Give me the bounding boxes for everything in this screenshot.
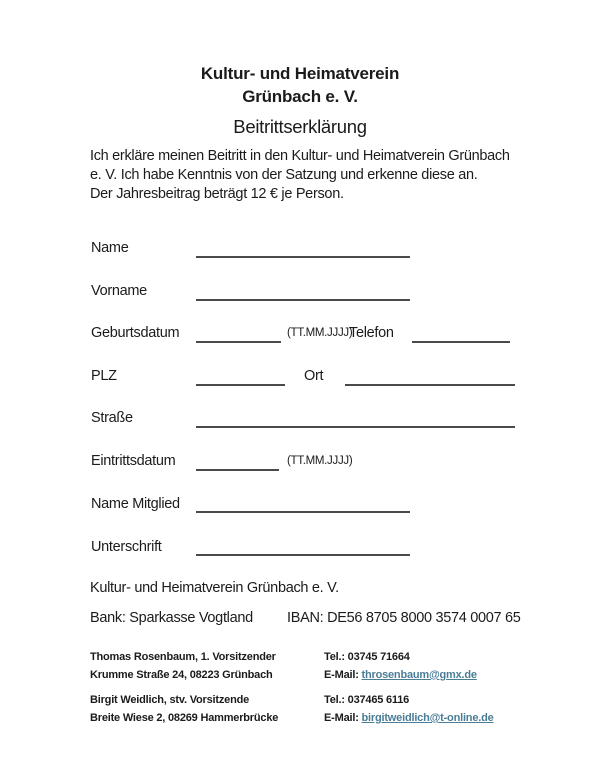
club-title-line1: Kultur- und Heimatverein [200,64,400,83]
name-write-line [196,256,410,258]
contact2-email-row [324,712,494,724]
name-mitglied-field-label: Name Mitglied [91,496,180,512]
telefon-field-label: Telefon [349,325,394,341]
geburtsdatum-date-format-hint: (TT.MM.JJJJ) [287,327,353,339]
strasse-field-label: Straße [91,410,133,426]
contact2-email-link[interactable]: birgitweidlich@t-online.de [361,712,494,724]
intro-line-2: e. V. Ich habe Kenntnis von der Satzung und erkenne diese an. [90,167,478,183]
geburtsdatum-write-line [196,341,281,343]
club-title-line2: Grünbach e. V. [242,87,358,106]
intro-line-3: Der Jahresbeitrag beträgt 12 € je Person. [90,186,344,202]
unterschrift-write-line [196,554,410,556]
vorname-write-line [196,299,410,301]
bank-label: Bank: Sparkasse Vogtland [90,610,253,626]
contact1-email-link[interactable]: throsenbaum@gmx.de [361,669,477,681]
eintrittsdatum-date-format-hint: (TT.MM.JJJJ) [287,455,353,467]
telefon-write-line [412,341,510,343]
plz-field-label: PLZ [91,368,117,384]
intro-line-1: Ich erkläre meinen Beitritt in den Kultur- und Heimatverein Grünbach [90,148,510,164]
contact2-name: Birgit Weidlich, stv. Vorsitzende [90,694,250,706]
vorname-field-label: Vorname [91,283,147,299]
name-field-label: Name [91,240,129,256]
iban-label: IBAN: DE56 8705 8000 3574 0007 65 [287,610,521,626]
contact2-address: Breite Wiese 2, 08269 Hammerbrücke [90,712,279,724]
geburtsdatum-field-label: Geburtsdatum [91,325,180,341]
contact1-email-label: E-Mail: [324,669,359,681]
contact2-email-label: E-Mail: [324,712,359,724]
contact2-phone: Tel.: 037465 6116 [324,694,410,706]
contact1-address: Krumme Straße 24, 08223 Grünbach [90,669,273,681]
unterschrift-field-label: Unterschrift [91,539,162,555]
contact1-name: Thomas Rosenbaum, 1. Vorsitzender [90,651,276,663]
form-heading: Beitrittserklärung [233,116,367,137]
ort-field-label: Ort [304,368,324,384]
plz-write-line [196,384,285,386]
club-name-line: Kultur- und Heimatverein Grünbach e. V. [90,580,339,596]
name-mitglied-write-line [196,511,410,513]
eintrittsdatum-field-label: Eintrittsdatum [91,453,176,469]
eintrittsdatum-write-line [196,469,279,471]
contact1-phone: Tel.: 03745 71664 [324,651,410,663]
contact1-email-row [324,669,477,681]
strasse-write-line [196,426,515,428]
ort-write-line [345,384,515,386]
